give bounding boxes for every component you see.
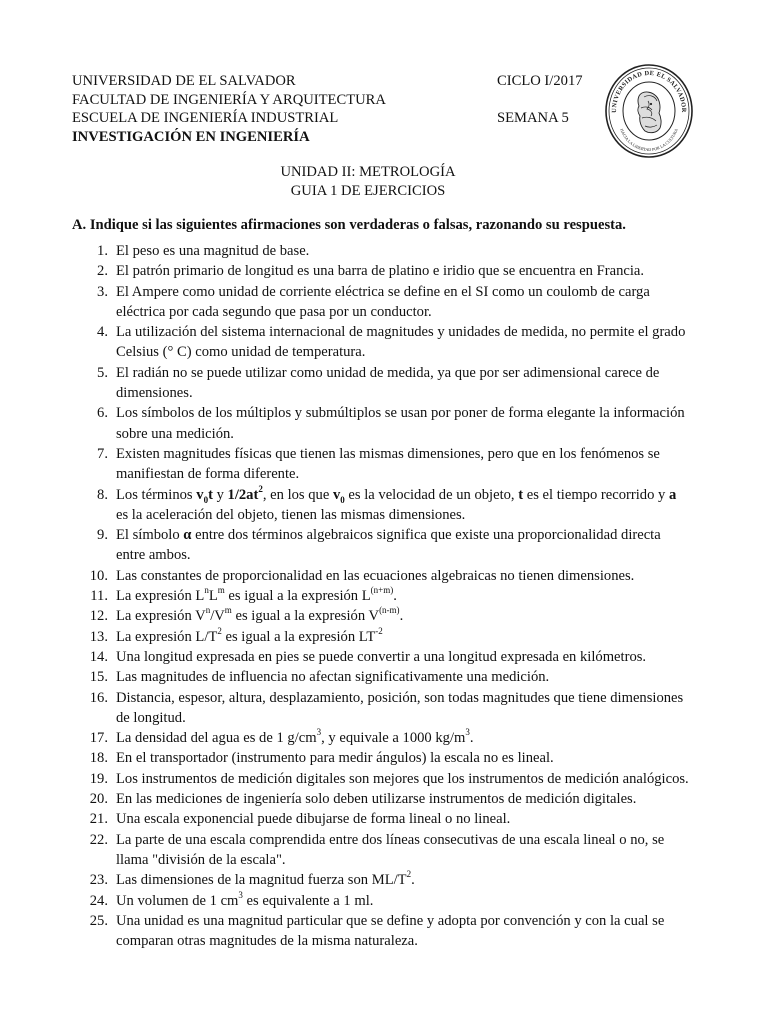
unit-title: UNIDAD II: METROLOGÍA <box>280 164 456 180</box>
list-item <box>72 566 692 586</box>
list-item <box>72 444 692 485</box>
list-item <box>72 525 692 566</box>
course-name: INVESTIGACIÓN EN INGENIERÍA <box>72 128 310 145</box>
list-item <box>72 241 692 261</box>
item-text: Las magnitudes de influencia no afectan significativamente una medición. <box>116 669 550 686</box>
item-text: Los términos $v_0t$ y $1/2at^2$, en los que $v_0$ es la velocidad de un objeto, t es el tiempo recorrido y a es la aceleración del objeto, tienen las mismas dimensiones. <box>116 483 677 523</box>
list-item <box>72 322 692 363</box>
item-text: Los símbolos de los múltiplos y submúltiplos se usan por poner de forma elegante la información sobre una medición. <box>116 405 685 442</box>
item-text: La utilización del sistema internacional de magnitudes y unidades de medida, no permite el grado Celsius (° C) como unidad de temperatura. <box>116 324 686 361</box>
faculty-name: FACULTAD DE INGENIERÍA Y ARQUITECTURA <box>72 91 386 108</box>
section-a-heading: A. Indique si las siguientes afirmaciones son verdaderas o falsas, razonando su respuesta. <box>72 217 626 233</box>
list-item <box>72 769 692 789</box>
item-number: 11 . <box>72 586 108 606</box>
list-item <box>72 891 692 911</box>
item-text: La densidad del agua es de 1 $g/cm^3$, y equivale a 1000 $kg/m^3$. <box>116 727 474 747</box>
university-seal-logo <box>604 63 694 160</box>
document-titles <box>0 163 768 201</box>
list-item <box>72 586 692 606</box>
item-number: 5 . <box>72 363 108 383</box>
item-number: 22 . <box>72 830 108 850</box>
item-text: Existen magnitudes físicas que tienen las mismas dimensiones, pero que en los fenómenos se manifiestan de forma diferente. <box>116 445 660 483</box>
item-number: 23 . <box>72 870 108 890</box>
list-item <box>72 403 692 444</box>
item-text: Las constantes de proporcionalidad en las ecuaciones algebraicas no tienen dimensiones. <box>116 567 635 584</box>
list-item <box>72 870 692 890</box>
list-item <box>72 728 692 748</box>
item-number: 6 . <box>72 403 108 423</box>
item-text: La expresión $L/T^2$ es igual a la expresión $LT^{-2}$ <box>116 625 383 645</box>
item-number: 14 . <box>72 647 108 667</box>
cycle-info <box>497 72 583 128</box>
item-text: Una unidad es una magnitud particular que se define y adopta por convención y con la cual se comparan otras magnitudes de la misma naturaleza. <box>116 912 665 950</box>
item-number: 7 . <box>72 444 108 464</box>
item-number: 2 . <box>72 261 108 281</box>
item-text: La expresión $V^n/V^m$ es igual a la expresión $V^{(n-m)}$. <box>116 605 404 625</box>
svg-text:HACIA LA LIBERTAD POR LA CULTU: HACIA LA LIBERTAD POR LA CULTURA <box>619 127 679 153</box>
item-number: 10 . <box>72 566 108 586</box>
item-number: 19 . <box>72 769 108 789</box>
item-text: Los instrumentos de medición digitales son mejores que los instrumentos de medición analógicos. <box>116 770 689 787</box>
list-item <box>72 363 692 404</box>
item-number: 9 . <box>72 525 108 545</box>
week-label: SEMANA 5 <box>497 110 569 127</box>
item-number: 13 . <box>72 627 108 647</box>
cycle-label: CICLO I/2017 <box>497 73 583 89</box>
list-item <box>72 911 692 952</box>
item-text: La expresión $L^nL^m$ es igual a la expresión $L^{(n+m)}$. <box>116 585 397 605</box>
item-number: 18 . <box>72 748 108 768</box>
list-item <box>72 606 692 626</box>
item-text: El símbolo α entre dos términos algebraicos significa que existe una proporcionalidad directa entre ambos. <box>116 527 661 564</box>
statements-list <box>72 241 692 951</box>
item-text: Una escala exponencial puede dibujarse de forma lineal o no lineal. <box>116 811 511 828</box>
list-item <box>72 789 692 809</box>
item-text: El radián no se puede utilizar como unidad de medida, ya que por ser adimensional carece de dimensiones. <box>116 364 660 402</box>
item-number: 1 . <box>72 241 108 261</box>
list-item <box>72 748 692 768</box>
item-number: 21 . <box>72 809 108 829</box>
item-text: Una longitud expresada en pies se puede convertir a una longitud expresada en kilómetros. <box>116 648 647 665</box>
item-text: El patrón primario de longitud es una barra de platino e iridio que se encuentra en Francia. <box>116 263 645 280</box>
list-item <box>72 261 692 281</box>
item-number: 20 . <box>72 789 108 809</box>
list-item <box>72 809 692 829</box>
list-item <box>72 688 692 729</box>
list-item <box>72 485 692 526</box>
item-number: 4 . <box>72 322 108 342</box>
list-item <box>72 667 692 687</box>
item-text: Distancia, espesor, altura, desplazamiento, posición, son todas magnitudes que tiene dimensiones de longitud. <box>116 689 684 726</box>
list-item <box>72 830 692 871</box>
svg-text:UNIVERSIDAD DE EL SALVADOR: UNIVERSIDAD DE EL SALVADOR <box>610 69 688 113</box>
item-number: 15 . <box>72 667 108 687</box>
item-text: El Ampere como unidad de corriente eléctrica se define en el SI como un coulomb de carga eléctrica por cada segundo que pasa por un conductor. <box>116 283 650 320</box>
item-number: 16 . <box>72 688 108 708</box>
item-number: 8 . <box>72 485 108 505</box>
item-number: 17 . <box>72 728 108 748</box>
university-name: UNIVERSIDAD DE EL SALVADOR <box>72 73 296 89</box>
item-text: El peso es una magnitud de base. <box>116 243 310 259</box>
list-item <box>72 627 692 647</box>
item-text: En las mediciones de ingeniería solo deben utilizarse instrumentos de medición digitales. <box>116 791 637 808</box>
item-number: 12 . <box>72 606 108 626</box>
guide-title: GUIA 1 DE EJERCICIOS <box>290 183 446 199</box>
institution-header <box>72 72 386 146</box>
list-item <box>72 282 692 323</box>
item-number: 3 . <box>72 282 108 302</box>
item-text: Un volumen de 1 $cm^3$ es equivalente a 1 ml. <box>116 889 374 909</box>
school-name: ESCUELA DE INGENIERÍA INDUSTRIAL <box>72 110 339 127</box>
list-item <box>72 647 692 667</box>
item-number: 25 . <box>72 911 108 931</box>
item-number: 24 . <box>72 891 108 911</box>
item-text: En el transportador (instrumento para medir ángulos) la escala no es lineal. <box>116 750 554 767</box>
item-text: La parte de una escala comprendida entre dos líneas consecutivas de una escala lineal o no, se llama "división de la escala". <box>116 831 665 868</box>
item-text: Las dimensiones de la magnitud fuerza son $ML/T^2$. <box>116 869 415 889</box>
